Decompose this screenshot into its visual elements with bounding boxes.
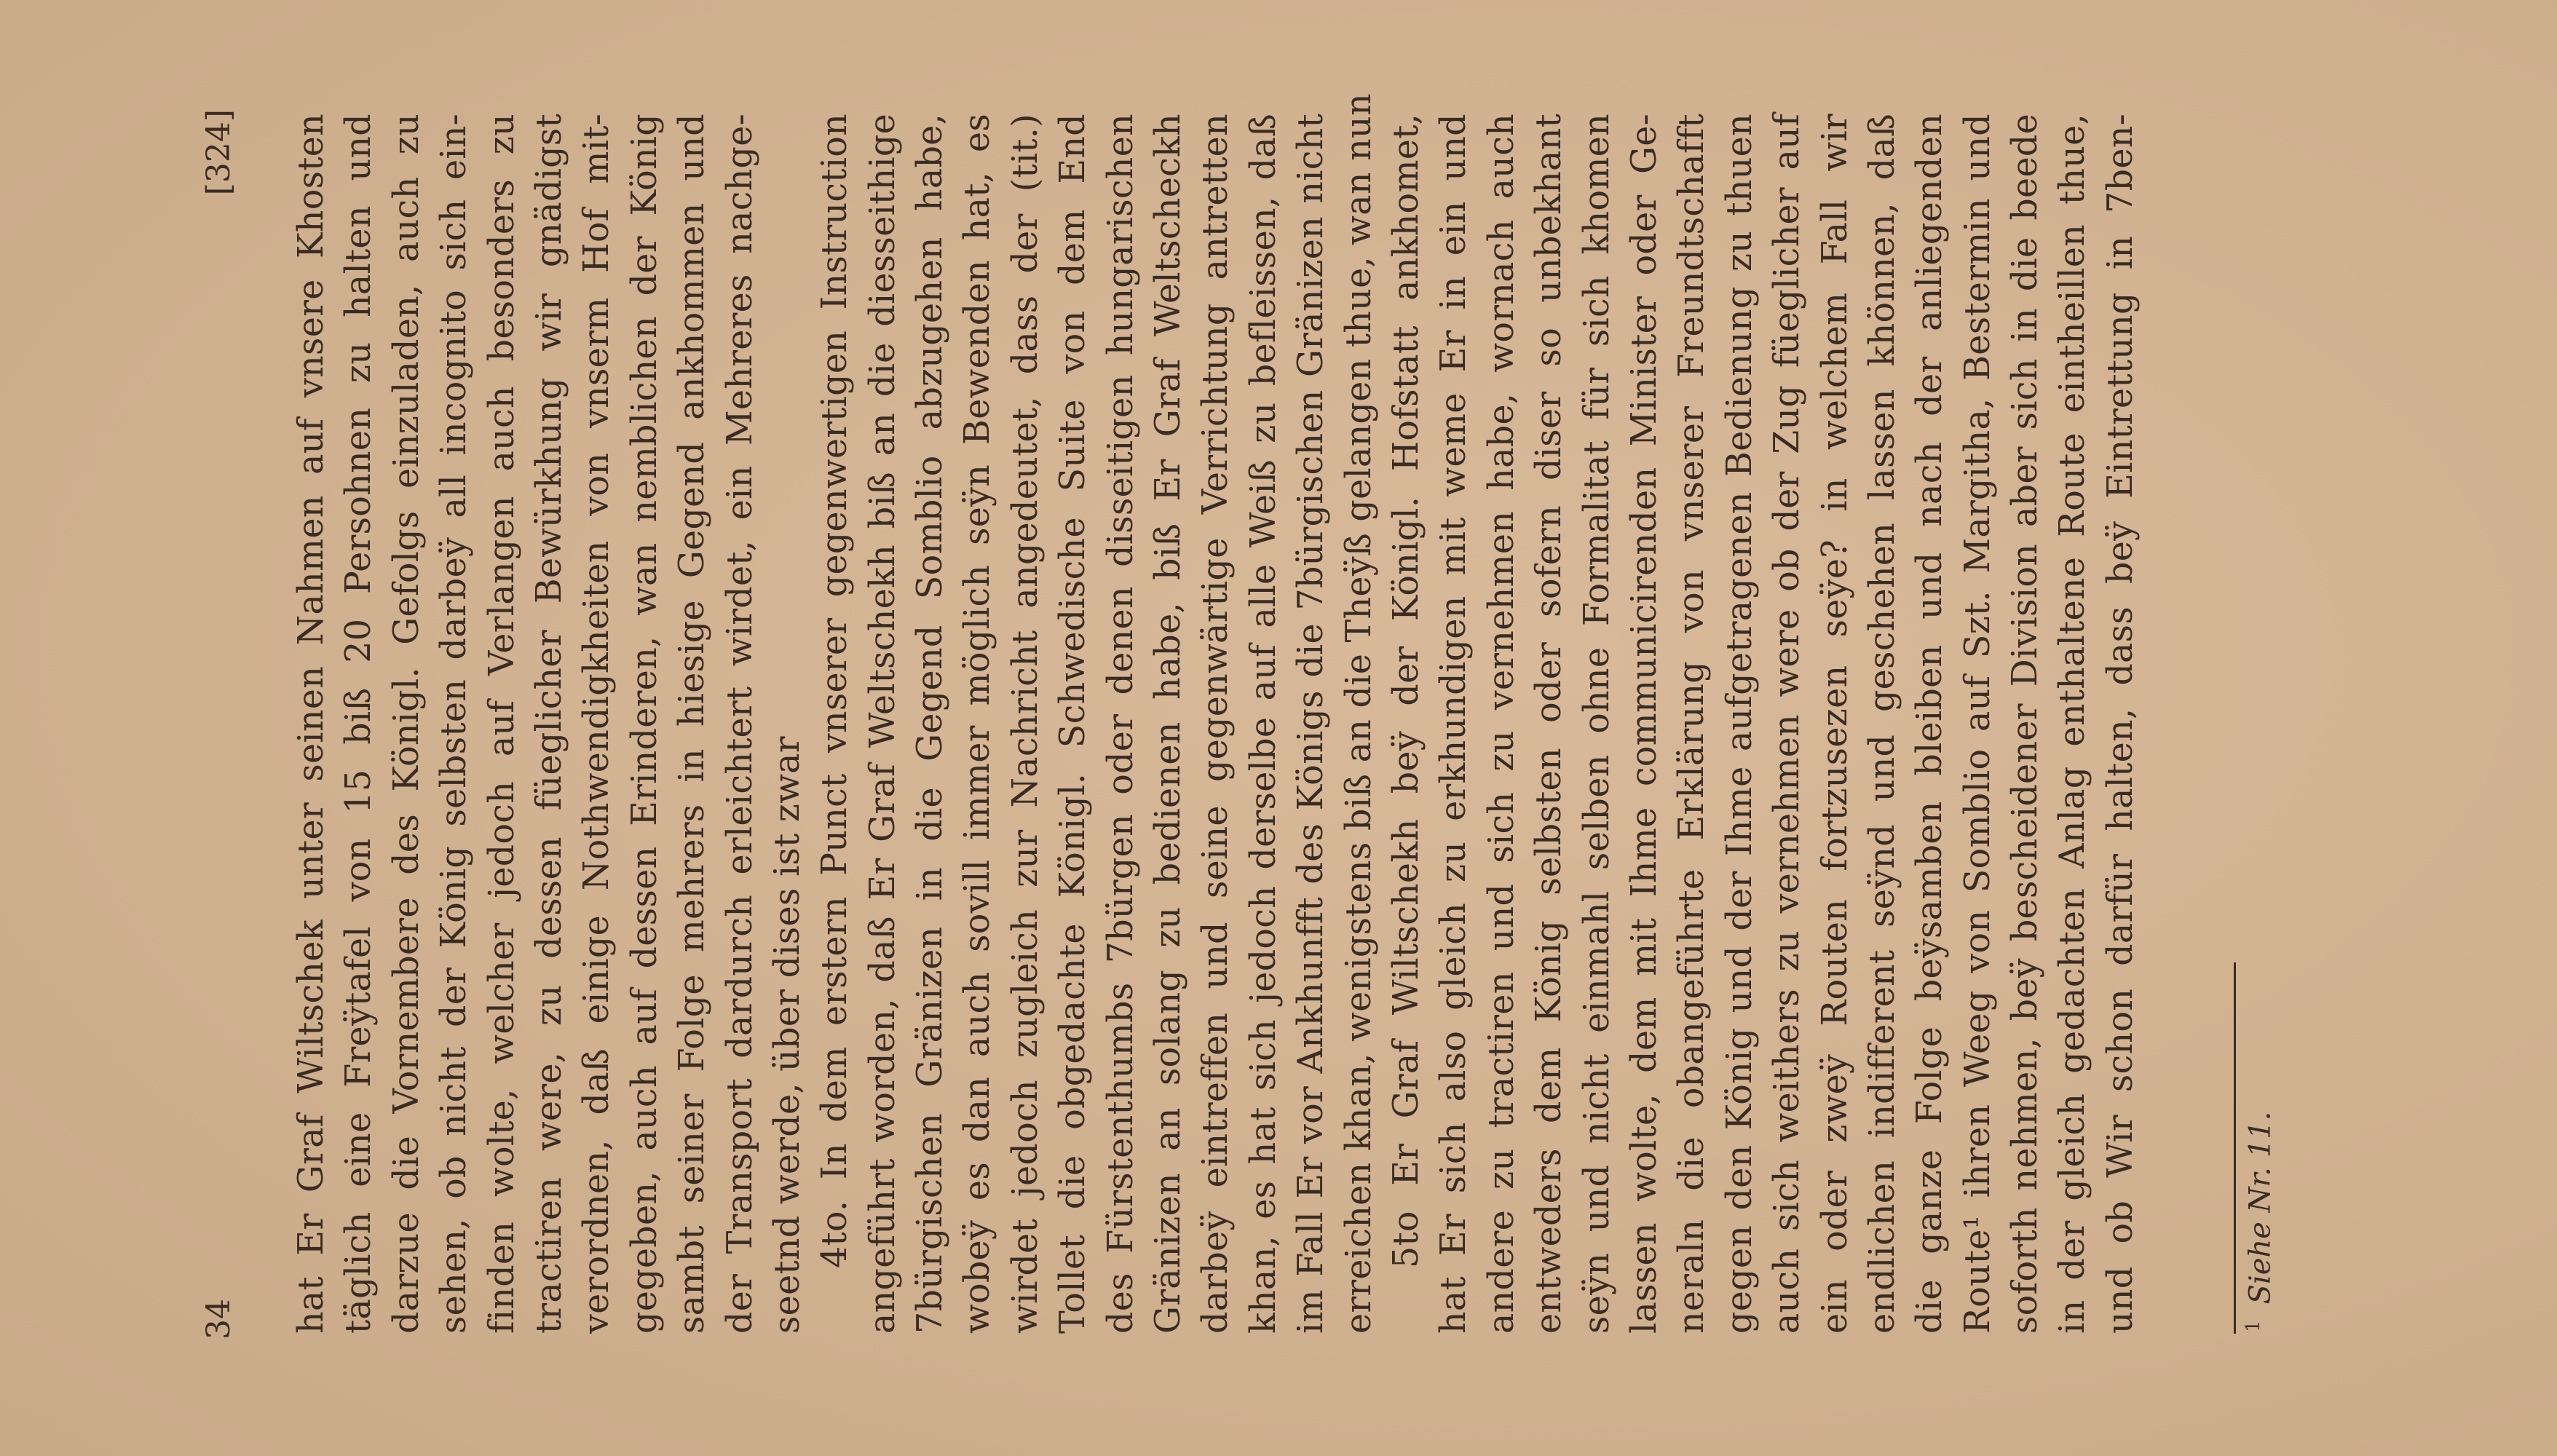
text-line: neraln die obangeführte Erklärung von vnserer Freundtschafft	[1672, 114, 1712, 1334]
text-line: wirdet jedoch zugleich zur Nachricht angedeutet, dass der (tit.)	[1005, 114, 1046, 1334]
body-text	[288, 93, 2144, 1334]
footnote-text: Siehe Nr. 11.	[2243, 1111, 2277, 1305]
text-line: Gränizen an solang zu bedienen habe, biß Er Graf Weltscheckh	[1148, 114, 1189, 1334]
text-line: sehen, ob nicht der König selbsten darbeÿ all incognito sich ein-	[434, 114, 475, 1334]
text-line: seÿn und nicht einmahl selben ohne Formalitat für sich khomen	[1576, 114, 1617, 1334]
text-line: tractiren were, zu dessen füeglicher Bewürkhung wir gnädigst	[529, 114, 569, 1334]
text-line: darzue die Vornembere des Königl. Gefolgs einzuladen, auch zu	[386, 114, 427, 1334]
text-line: des Fürstenthumbs 7bürgen oder denen disseitigen hungarischen	[1100, 114, 1141, 1334]
text-line: 5to Er Graf Wiltschekh beÿ der Königl. Hofstatt ankhomet,	[1386, 114, 1426, 1268]
text-line: auch sich weithers zu vernehmen were ob der Zug füeglicher auf	[1767, 114, 1808, 1334]
text-line: sambt seiner Folge mehrers in hiesige Gegend ankhommen und	[672, 114, 713, 1334]
archive-reference: [324]	[200, 109, 237, 196]
footnote-rule	[2234, 962, 2236, 1334]
text-line: seetnd werde, über dises ist zwar	[767, 736, 807, 1334]
text-line: gegeben, auch auf dessen Erinderen, wan nemblichen der König	[624, 114, 665, 1334]
text-line: der Transport dardurch erleichtert wirdet, ein Mehreres nachge-	[719, 114, 760, 1334]
text-line: erreichen khan, wenigstens biß an die Theÿß gelangen thue, wan nun	[1338, 93, 1379, 1334]
text-line: lassen wolte, dem mit Ihme communicirenden Minister oder Ge-	[1624, 114, 1664, 1334]
text-line: hat Er Graf Wiltschek unter seinen Nahmen auf vnsere Khosten	[291, 114, 331, 1334]
text-line: in der gleich gedachten Anlag enthaltene Route eintheillen thue,	[2052, 114, 2093, 1334]
text-line: verordnen, daß einige Nothwendigkheiten von vnserm Hof mit-	[577, 114, 617, 1334]
text-line: Tollet die obgedachte Königl. Schwedische Suite von dem End	[1053, 114, 1094, 1334]
footnote	[2242, 1112, 2277, 1332]
text-line: und ob Wir schon darfür halten, dass beÿ Eintrettung in 7ben-	[2100, 114, 2141, 1334]
text-line: wobeÿ es dan auch sovill immer möglich seÿn Bewenden hat, es	[957, 114, 998, 1334]
text-line: 7bürgischen Gränizen in die Gegend Somblio abzugehen habe,	[910, 114, 951, 1334]
text-line: Route¹ ihren Weeg von Somblio auf Szt. Margitha, Bestermin und	[1957, 114, 1998, 1334]
text-line: khan, es hat sich jedoch derselbe auf alle Weiß zu befleissen, daß	[1243, 114, 1284, 1334]
text-line: angeführt worden, daß Er Graf Weltschekh biß an die diesseithige	[862, 114, 903, 1334]
text-line: entweders dem König selbsten oder sofern diser so unbekhant	[1529, 114, 1570, 1334]
text-line: im Fall Er vor Ankhunfft des Königs die 7bürgischen Gränizen nicht	[1291, 114, 1332, 1334]
page-number: 34	[200, 1299, 237, 1340]
page-header	[200, 109, 244, 1340]
footnote-marker: 1	[2242, 1320, 2264, 1332]
text-line: finden wolte, welcher jedoch auf Verlangen auch besonders zu	[481, 114, 522, 1334]
text-line: soforth nehmen, beÿ bescheidener Division aber sich in die beede	[2005, 114, 2046, 1334]
text-line: gegen den König und der Ihme aufgetragenen Bedienung zu thuen	[1719, 114, 1760, 1334]
text-line: andere zu tractiren und sich zu vernehmen habe, wornach auch	[1481, 114, 1522, 1334]
text-line: hat Er sich also gleich zu erkhundigen mit weme Er in ein und	[1434, 114, 1474, 1334]
text-line: ein oder zweÿ Routen fortzusezen seÿe? in welchem Fall wir	[1814, 114, 1855, 1334]
text-line: endlichen indifferent seÿnd und geschehen lassen khönnen, daß	[1862, 114, 1902, 1334]
text-line: die ganze Folge beÿsamben bleiben und nach der anliegenden	[1910, 114, 1951, 1334]
text-line: darbeÿ eintreffen und seine gegenwärtige Verrichtung antretten	[1195, 114, 1236, 1334]
text-line: täglich eine Freÿtafel von 15 biß 20 Persohnen zu halten und	[339, 114, 379, 1334]
text-line: 4to. In dem erstern Punct vnserer gegenwertigen Instruction	[815, 114, 855, 1268]
